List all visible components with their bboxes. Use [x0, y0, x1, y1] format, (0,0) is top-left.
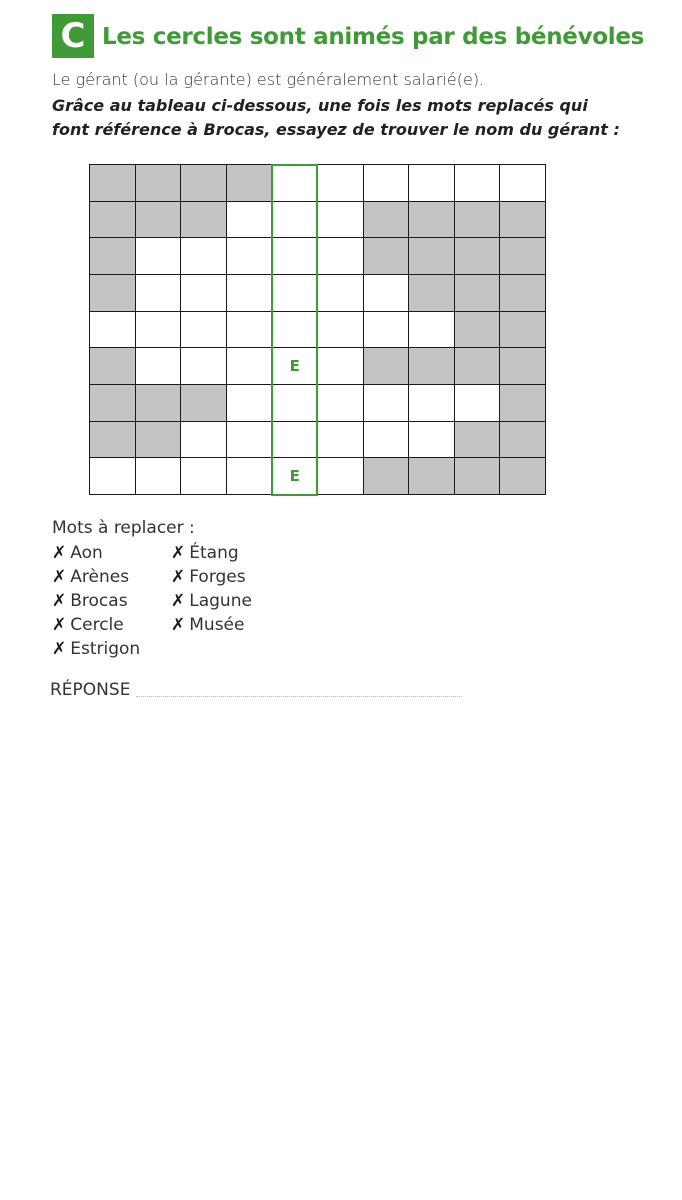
grid-cell[interactable]: [454, 384, 501, 422]
grid-cell[interactable]: [363, 384, 410, 422]
answer-label: RÉPONSE: [50, 680, 131, 700]
grid-cell[interactable]: [135, 237, 182, 275]
grid-cell: [454, 347, 501, 385]
grid-cell[interactable]: [89, 457, 136, 495]
grid-cell[interactable]: [408, 311, 455, 349]
grid-cell: [454, 421, 501, 459]
grid-cell: [226, 164, 273, 202]
cross-icon: ✗: [52, 615, 67, 635]
answer-cell[interactable]: [271, 274, 318, 312]
grid-cell: [408, 457, 455, 495]
grid-cell[interactable]: [408, 164, 455, 202]
word-item: [52, 591, 128, 611]
grid-cell: [135, 384, 182, 422]
answer-cell[interactable]: [271, 164, 318, 202]
grid-cell: [135, 201, 182, 239]
grid-cell: [499, 274, 546, 312]
grid-cell[interactable]: [317, 421, 364, 459]
grid-cell: [135, 164, 182, 202]
grid-cell[interactable]: [226, 201, 273, 239]
cross-icon: ✗: [52, 639, 67, 659]
instruction-line: font référence à Brocas, essayez de trouver le nom du gérant :: [52, 120, 620, 139]
grid-cell: [454, 237, 501, 275]
grid-cell[interactable]: [180, 237, 227, 275]
grid-cell: [454, 201, 501, 239]
cross-icon: ✗: [171, 615, 186, 635]
grid-cell: [454, 311, 501, 349]
cross-icon: ✗: [171, 543, 186, 563]
word-label: Arènes: [70, 567, 130, 587]
word-label: Cercle: [70, 615, 124, 635]
grid-cell[interactable]: [317, 274, 364, 312]
grid-cell: [180, 384, 227, 422]
answer-cell[interactable]: [271, 311, 318, 349]
word-item: [171, 543, 239, 563]
intro-text: Le gérant (ou la gérante) est généralement salarié(e).: [52, 70, 485, 89]
grid-cell[interactable]: [226, 237, 273, 275]
word-item: [52, 615, 124, 635]
grid-cell[interactable]: [408, 384, 455, 422]
answer-cell[interactable]: [271, 347, 318, 385]
grid-cell[interactable]: [317, 457, 364, 495]
crossword-grid: [89, 164, 545, 494]
word-item: [171, 591, 252, 611]
grid-cell: [408, 237, 455, 275]
grid-cell: [454, 274, 501, 312]
grid-cell: [363, 347, 410, 385]
grid-cell: [89, 384, 136, 422]
grid-cell[interactable]: [363, 421, 410, 459]
grid-cell[interactable]: [226, 384, 273, 422]
grid-cell[interactable]: [317, 201, 364, 239]
cross-icon: ✗: [171, 591, 186, 611]
grid-letter: E: [289, 357, 300, 376]
grid-cell[interactable]: [226, 311, 273, 349]
grid-cell[interactable]: [135, 274, 182, 312]
word-list-title: Mots à replacer :: [52, 518, 195, 538]
grid-cell[interactable]: [317, 237, 364, 275]
grid-cell: [89, 164, 136, 202]
grid-cell: [499, 311, 546, 349]
grid-cell: [499, 384, 546, 422]
grid-cell: [89, 274, 136, 312]
grid-cell[interactable]: [363, 311, 410, 349]
word-label: Musée: [189, 615, 245, 635]
word-label: Brocas: [70, 591, 128, 611]
answer-line[interactable]: [136, 696, 462, 697]
grid-cell[interactable]: [317, 384, 364, 422]
grid-cell[interactable]: [180, 311, 227, 349]
grid-cell: [499, 421, 546, 459]
section-title: Les cercles sont animés par des bénévoles: [102, 24, 645, 50]
cross-icon: ✗: [171, 567, 186, 587]
grid-cell: [408, 201, 455, 239]
word-label: Estrigon: [70, 639, 141, 659]
grid-cell[interactable]: [363, 274, 410, 312]
grid-cell: [89, 347, 136, 385]
grid-cell: [180, 201, 227, 239]
grid-cell: [408, 274, 455, 312]
grid-cell: [89, 201, 136, 239]
grid-cell: [454, 457, 501, 495]
grid-cell[interactable]: [317, 347, 364, 385]
grid-letter: E: [289, 467, 300, 486]
answer-cell[interactable]: [271, 384, 318, 422]
grid-cell: [363, 201, 410, 239]
word-label: Forges: [189, 567, 246, 587]
word-label: Lagune: [189, 591, 252, 611]
grid-cell: [363, 237, 410, 275]
grid-cell[interactable]: [180, 274, 227, 312]
grid-cell[interactable]: [89, 311, 136, 349]
answer-cell[interactable]: [271, 457, 318, 495]
grid-cell: [135, 421, 182, 459]
grid-cell[interactable]: [135, 311, 182, 349]
grid-cell[interactable]: [454, 164, 501, 202]
grid-cell[interactable]: [499, 164, 546, 202]
answer-cell[interactable]: [271, 237, 318, 275]
grid-cell[interactable]: [363, 164, 410, 202]
section-header: [52, 14, 652, 58]
answer-cell[interactable]: [271, 201, 318, 239]
grid-cell[interactable]: [135, 457, 182, 495]
grid-cell[interactable]: [226, 421, 273, 459]
grid-cell[interactable]: [317, 164, 364, 202]
section-badge: C: [52, 14, 94, 58]
grid-cell[interactable]: [226, 457, 273, 495]
grid-cell: [499, 237, 546, 275]
answer-cell[interactable]: [271, 421, 318, 459]
grid-cell[interactable]: [135, 347, 182, 385]
grid-cell[interactable]: [180, 457, 227, 495]
word-item: [171, 567, 246, 587]
grid-cell: [499, 457, 546, 495]
grid-cell[interactable]: [180, 421, 227, 459]
grid-cell: [499, 201, 546, 239]
grid-cell: [180, 164, 227, 202]
instruction-line: Grâce au tableau ci-dessous, une fois les mots replacés qui: [52, 96, 588, 115]
word-label: Aon: [70, 543, 103, 563]
grid-cell[interactable]: [226, 347, 273, 385]
word-item: [52, 567, 129, 587]
word-item: [52, 543, 103, 563]
cross-icon: ✗: [52, 543, 67, 563]
grid-cell: [408, 347, 455, 385]
cross-icon: ✗: [52, 591, 67, 611]
grid-cell: [89, 421, 136, 459]
grid-cell: [499, 347, 546, 385]
word-item: [171, 615, 244, 635]
grid-cell[interactable]: [408, 421, 455, 459]
grid-cell[interactable]: [180, 347, 227, 385]
grid-cell[interactable]: [226, 274, 273, 312]
word-item: [52, 639, 140, 659]
cross-icon: ✗: [52, 567, 67, 587]
grid-cell[interactable]: [317, 311, 364, 349]
grid-cell: [363, 457, 410, 495]
grid-cell: [89, 237, 136, 275]
word-label: Étang: [189, 543, 239, 563]
